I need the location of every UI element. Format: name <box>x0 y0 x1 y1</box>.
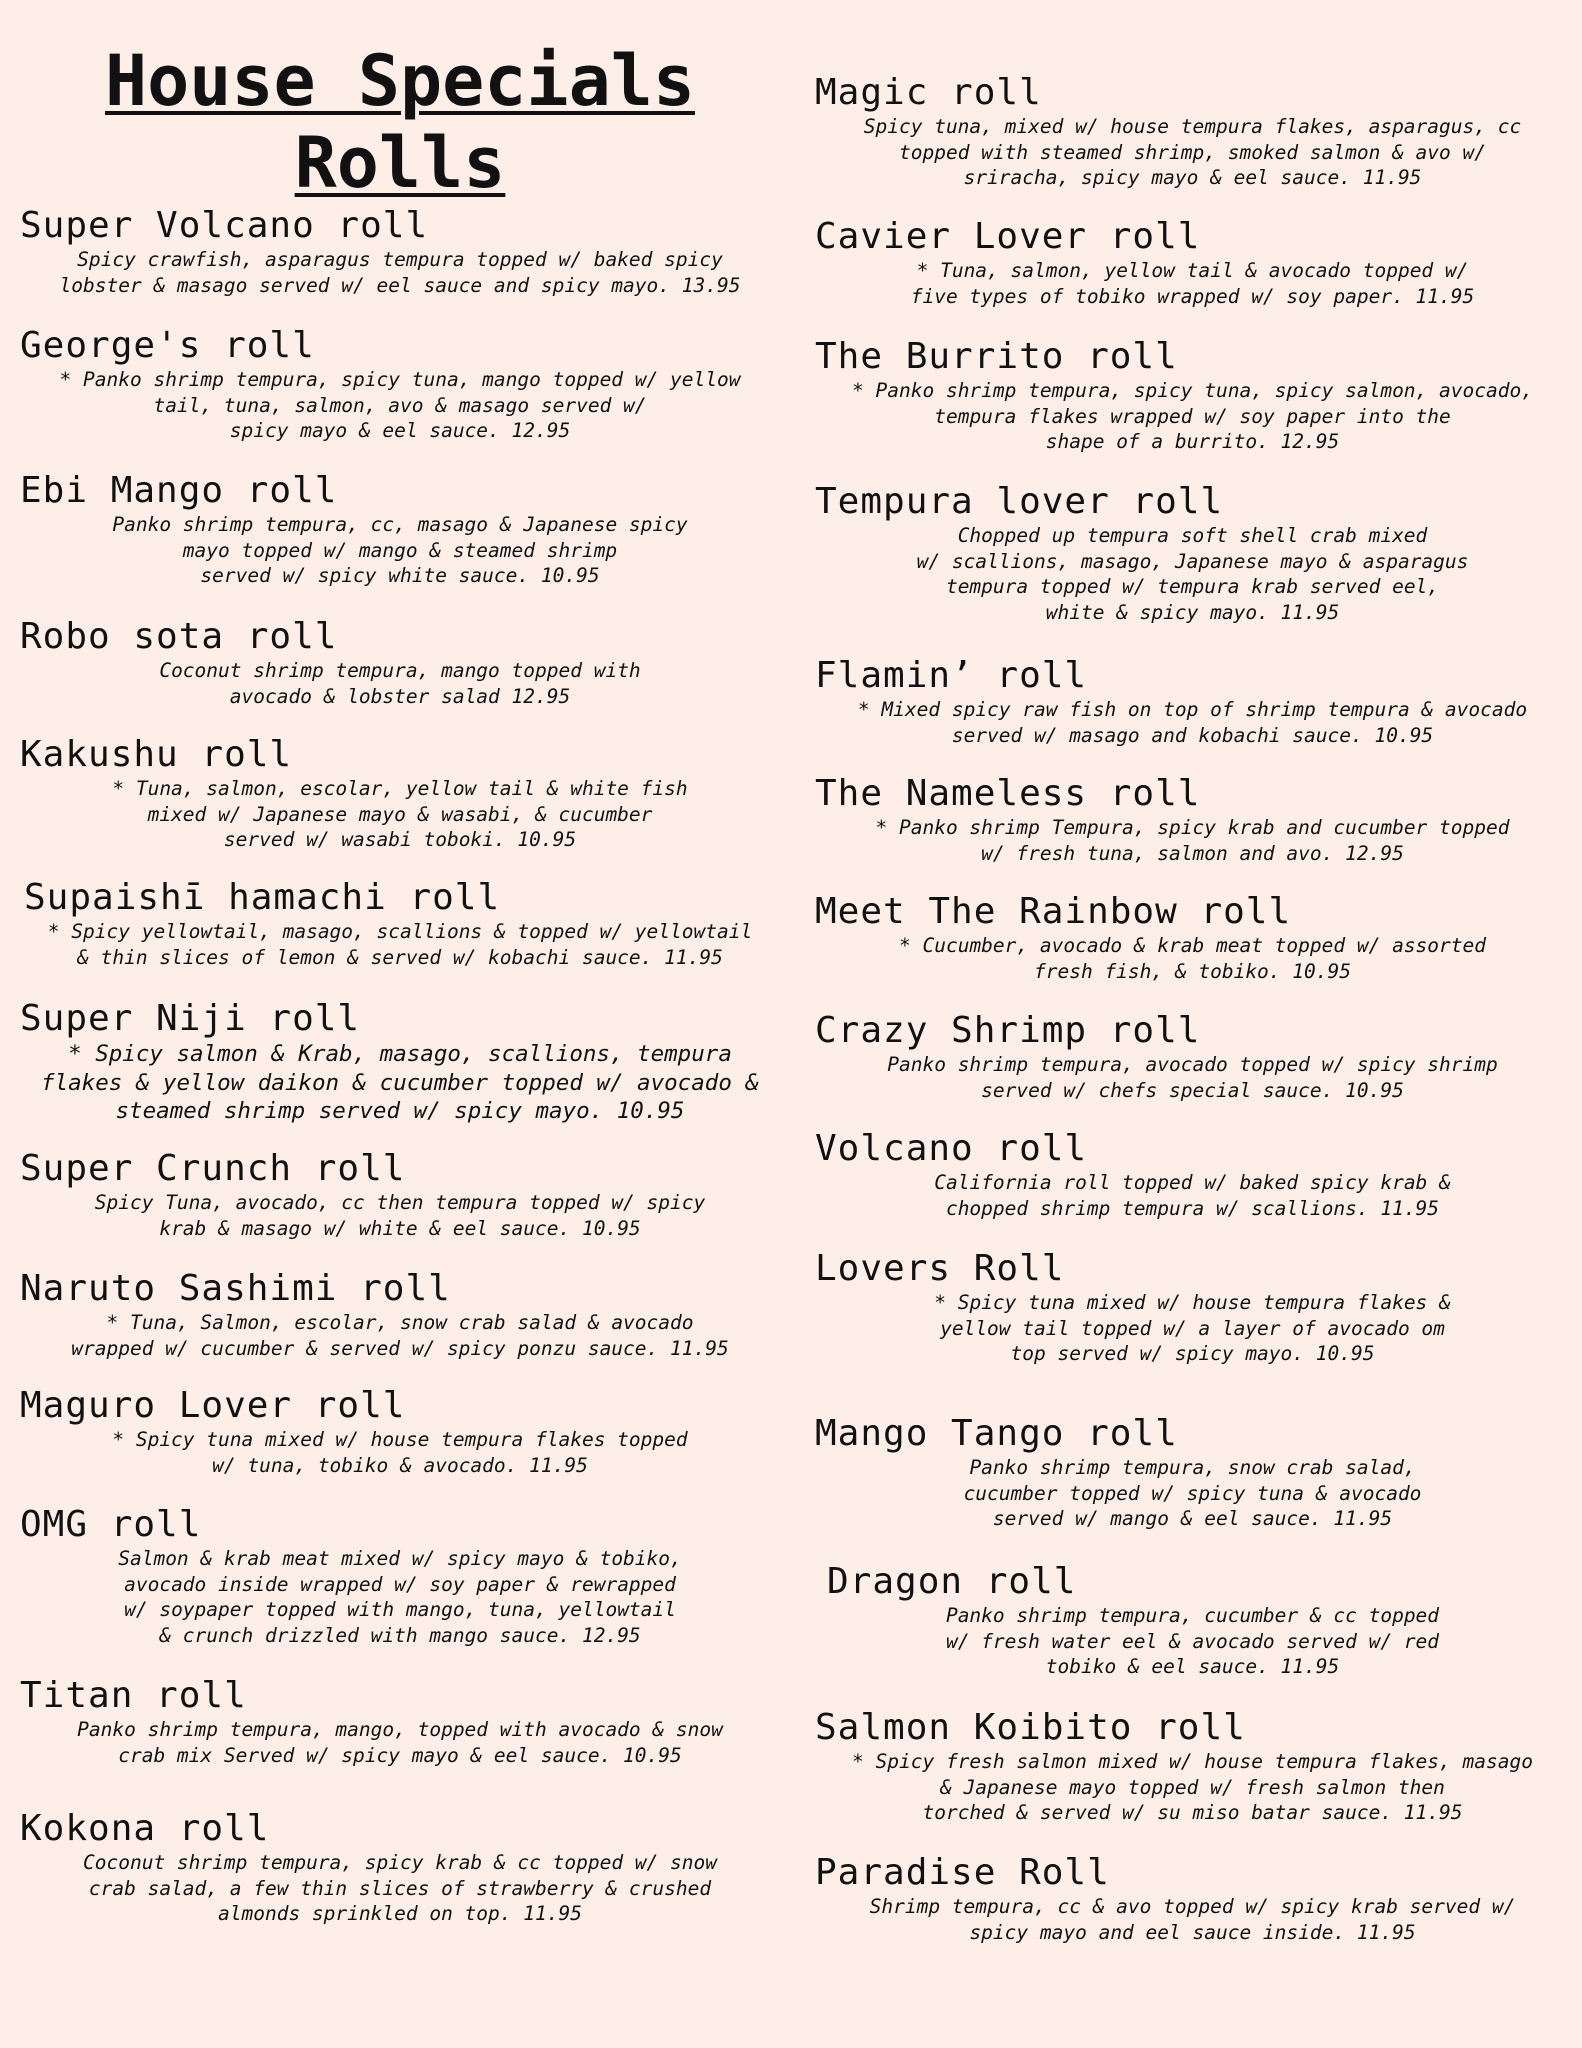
item-description: Coconut shrimp tempura, mango topped with avocado & lobster salad 12.95 <box>159 659 641 708</box>
item-description: Panko shrimp tempura, cucumber & cc topped w/ fresh water eel & avocado served w/ red tobiko & eel sauce. 11.95 <box>945 1604 1440 1678</box>
menu-item <box>815 336 1570 455</box>
menu-item <box>20 1504 780 1648</box>
item-name: Kokona roll <box>20 1808 270 1849</box>
item-description: Chopped up tempura soft shell crab mixed w/ scallions, masago, Japanese mayo & asparagus tempura topped w/ tempura krab served eel, white & spicy mayo. 11.95 <box>916 524 1469 624</box>
item-name: OMG roll <box>20 1504 202 1545</box>
item-name: Super Volcano roll <box>20 205 429 246</box>
item-description: Panko shrimp tempura, avocado topped w/ spicy shrimp served w/ chefs special sauce. 10.95 <box>887 1053 1498 1102</box>
menu-item <box>815 72 1570 191</box>
menu-item <box>20 1675 780 1768</box>
menu-item <box>20 205 780 298</box>
item-description: Coconut shrimp tempura, spicy krab & cc topped w/ snow crab salad, a few thin slices of strawberry & crushed almonds sprinkled on top. 11.95 <box>83 1851 717 1925</box>
item-name: Paradise Roll <box>815 1852 1110 1893</box>
item-description: * Spicy tuna mixed w/ house tempura flakes & yellow tail topped w/ a layer of avocado om top served w/ spicy mayo. 10.95 <box>934 1291 1451 1365</box>
item-description: Spicy tuna, mixed w/ house tempura flakes, asparagus, cc topped with steamed shrimp, smoked salmon & avo w/ sriracha, spicy mayo & eel sauce. 11.95 <box>863 115 1522 189</box>
item-description: * Mixed spicy raw fish on top of shrimp tempura & avocado served w/ masago and kobachi sauce. 10.95 <box>857 698 1528 747</box>
item-description: Shrimp tempura, cc & avo topped w/ spicy krab served w/ spicy mayo and eel sauce inside. 11.95 <box>869 1895 1516 1944</box>
item-description: Spicy Tuna, avocado, cc then tempura topped w/ spicy krab & masago w/ white & eel sauce. 10.95 <box>94 1191 706 1240</box>
item-name: Volcano roll <box>815 1128 1088 1169</box>
item-name: Mango Tango roll <box>815 1413 1178 1454</box>
menu-item <box>815 216 1570 309</box>
menu-item <box>20 734 780 853</box>
menu-item <box>20 998 780 1126</box>
item-name: Super Crunch roll <box>20 1148 406 1189</box>
menu-item <box>815 1248 1570 1367</box>
menu-item <box>815 655 1570 748</box>
item-description: Panko shrimp tempura, mango, topped with avocado & snow crab mix Served w/ spicy mayo & eel sauce. 10.95 <box>77 1718 723 1767</box>
menu-item <box>815 1852 1570 1945</box>
item-description: California roll topped w/ baked spicy krab & chopped shrimp tempura w/ scallions. 11.95 <box>934 1171 1451 1220</box>
item-description: * Spicy salmon & Krab, masago, scallions, tempura flakes & yellow daikon & cucumber topped w/ avocado & steamed shrimp served w/ spicy mayo. 10.95 <box>41 1041 759 1124</box>
item-name: George's roll <box>20 325 315 366</box>
item-description: * Tuna, salmon, yellow tail & avocado topped w/ five types of tobiko wrapped w/ soy paper. 11.95 <box>910 259 1475 308</box>
item-name: The Nameless roll <box>815 773 1201 814</box>
menu-item <box>20 325 780 444</box>
menu-item <box>20 1148 780 1241</box>
item-description: * Tuna, Salmon, escolar, snow crab salad & avocado wrapped w/ cucumber & served w/ spicy ponzu sauce. 11.95 <box>71 1311 729 1360</box>
menu-item <box>815 891 1570 984</box>
item-name: Ebi Mango roll <box>20 470 338 511</box>
menu-item <box>815 773 1570 866</box>
menu-item <box>20 1385 780 1478</box>
menu-item <box>20 877 780 970</box>
item-name: Naruto Sashimi roll <box>20 1268 451 1309</box>
item-name: Supaishī hamachi roll <box>24 877 501 918</box>
menu-item <box>20 470 780 589</box>
title-line-1: House Specials <box>104 40 695 122</box>
menu-item <box>20 616 780 709</box>
item-name: Meet The Rainbow roll <box>815 891 1292 932</box>
menu-item <box>815 1128 1570 1221</box>
page-title <box>20 40 780 204</box>
menu-item <box>20 1808 780 1927</box>
item-description: * Spicy yellowtail, masago, scallions & topped w/ yellowtail & thin slices of lemon & served w/ kobachi sauce. 11.95 <box>47 920 753 969</box>
item-name: Salmon Koibito roll <box>815 1707 1246 1748</box>
left-column <box>20 0 790 1925</box>
item-name: Super Niji roll <box>20 998 361 1039</box>
menu-item <box>815 1561 1570 1680</box>
item-name: Flamin’ roll <box>815 655 1088 696</box>
item-description: * Spicy tuna mixed w/ house tempura flakes topped w/ tuna, tobiko & avocado. 11.95 <box>112 1428 688 1477</box>
item-name: Maguro Lover roll <box>20 1385 406 1426</box>
title-line-2: Rolls <box>294 122 506 204</box>
item-name: Cavier Lover roll <box>815 216 1201 257</box>
item-description: * Spicy fresh salmon mixed w/ house tempura flakes, masago & Japanese mayo topped w/ fresh salmon then torched & served w/ su miso batar sauce. 11.95 <box>852 1750 1533 1824</box>
menu-item <box>815 1707 1570 1826</box>
item-name: Crazy Shrimp roll <box>815 1010 1201 1051</box>
menu-item <box>815 481 1570 625</box>
item-description: * Tuna, salmon, escolar, yellow tail & white fish mixed w/ Japanese mayo & wasabi, & cucumber served w/ wasabi toboki. 10.95 <box>112 777 688 851</box>
item-name: Robo sota roll <box>20 616 338 657</box>
item-name: Tempura lover roll <box>815 481 1224 522</box>
item-name: Lovers Roll <box>815 1248 1065 1289</box>
menu-item <box>815 1413 1570 1532</box>
item-description: Panko shrimp tempura, cc, masago & Japanese spicy mayo topped w/ mango & steamed shrimp served w/ spicy white sauce. 10.95 <box>112 513 688 587</box>
item-name: Kakushu roll <box>20 734 293 775</box>
item-name: Titan roll <box>20 1675 247 1716</box>
item-description: * Panko shrimp Tempura, spicy krab and cucumber topped w/ fresh tuna, salmon and avo. 12.95 <box>875 816 1510 865</box>
item-description: Panko shrimp tempura, snow crab salad, cucumber topped w/ spicy tuna & avocado served w/ mango & eel sauce. 11.95 <box>963 1456 1422 1530</box>
item-description: Spicy crawfish, asparagus tempura topped w/ baked spicy lobster & masago served w/ eel sauce and spicy mayo. 13.95 <box>59 248 741 297</box>
item-name: Magic roll <box>815 72 1042 113</box>
item-description: * Panko shrimp tempura, spicy tuna, spicy salmon, avocado, tempura flakes wrapped w/ soy paper into the shape of a burrito. 12.95 <box>852 379 1533 453</box>
menu-item <box>20 1268 780 1361</box>
item-description: * Cucumber, avocado & krab meat topped w/ assorted fresh fish, & tobiko. 10.95 <box>899 934 1486 983</box>
item-name: The Burrito roll <box>815 336 1178 377</box>
item-description: Salmon & krab meat mixed w/ spicy mayo & tobiko, avocado inside wrapped w/ soy paper & rewrapped w/ soypaper topped with mango, tuna, yellowtail & crunch drizzled with mango sauce. 12.95 <box>118 1547 682 1647</box>
item-name: Dragon roll <box>827 1561 1077 1602</box>
item-description: * Panko shrimp tempura, spicy tuna, mango topped w/ yellow tail, tuna, salmon, avo & masago served w/ spicy mayo & eel sauce. 12.95 <box>59 368 741 442</box>
menu-item <box>815 1010 1570 1103</box>
